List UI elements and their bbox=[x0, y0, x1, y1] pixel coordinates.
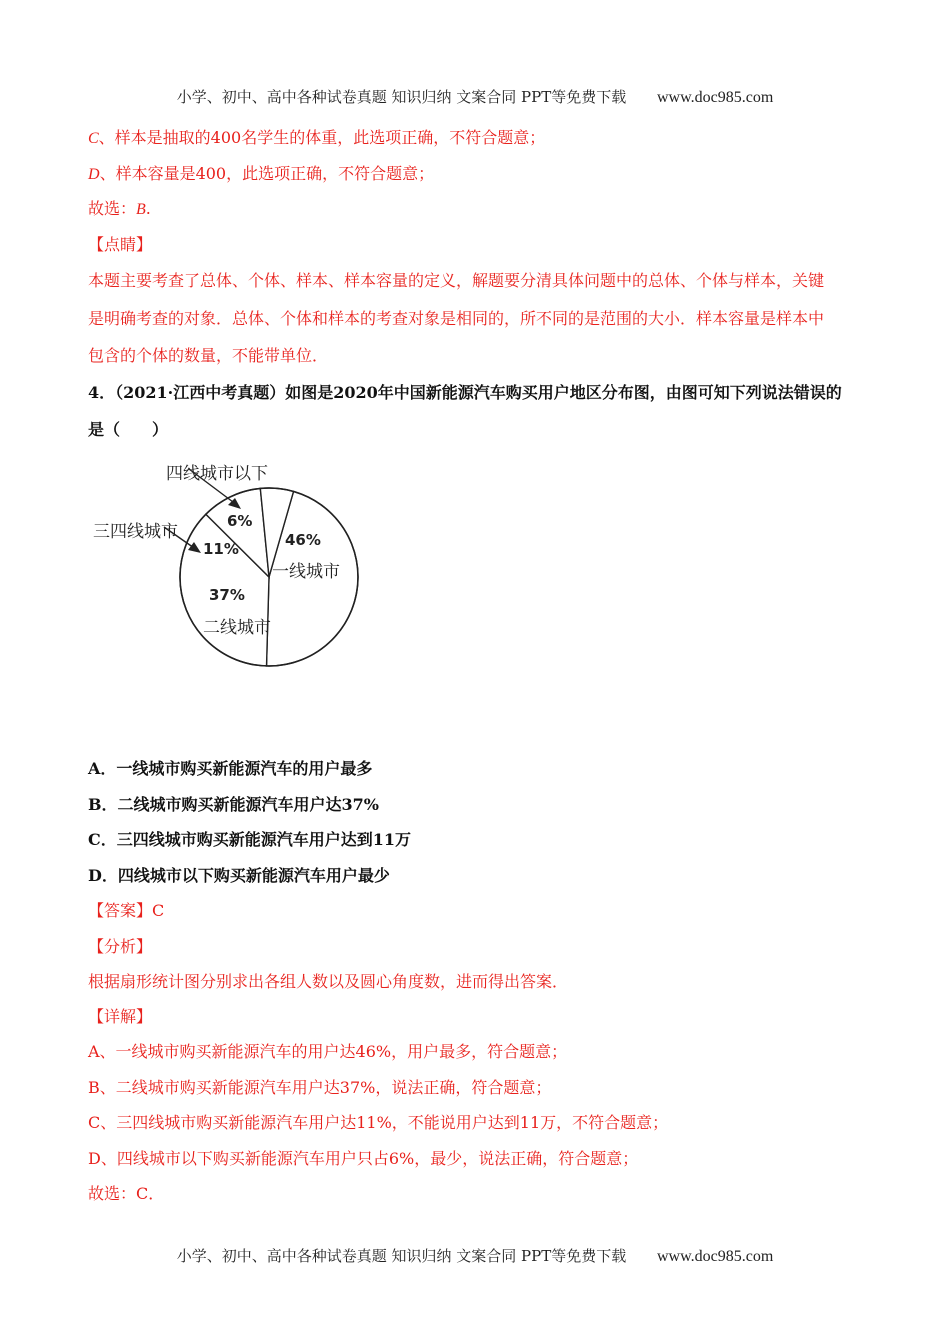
pie-chart-svg bbox=[86, 455, 376, 675]
value-fourth-tier: 6% bbox=[227, 512, 253, 530]
label-third-tier: 三四线城市 bbox=[93, 522, 178, 542]
page-footer bbox=[0, 1245, 950, 1266]
analysis-label: 【分析】 bbox=[88, 937, 153, 956]
value-second-tier: 37% bbox=[209, 586, 245, 604]
question-line-1: 4．（2021·江西中考真题）如图是2020年中国新能源汽车购买用户地区分布图，由图可知下列说法错误的 bbox=[88, 383, 842, 402]
answer-value: C bbox=[152, 901, 165, 920]
prev-d-text: 、样本容量是400，此选项正确，不符合题意； bbox=[99, 164, 435, 183]
prev-c-letter: C bbox=[88, 130, 99, 147]
detail-line-c: C、三四线城市购买新能源汽车用户达11%，不能说用户达到11万，不符合题意； bbox=[88, 1113, 669, 1132]
answer-line bbox=[88, 901, 164, 921]
answer-label: 【答案】 bbox=[88, 901, 153, 920]
detail-line-a: A、一线城市购买新能源汽车的用户达46%，用户最多，符合题意； bbox=[88, 1042, 568, 1061]
page-header bbox=[0, 86, 950, 107]
option-c: C．三四线城市购买新能源汽车用户达到11万 bbox=[88, 830, 412, 849]
header-text: 小学、初中、高中各种试卷真题 知识归纳 文案合同 PPT等免费下载 bbox=[176, 88, 627, 106]
label-first-tier: 一线城市 bbox=[272, 562, 340, 582]
prev-d-letter: D bbox=[88, 166, 100, 183]
prev-choice bbox=[88, 199, 151, 220]
prev-option-c bbox=[88, 128, 545, 149]
final-choice: 故选：C． bbox=[88, 1184, 165, 1203]
label-second-tier: 二线城市 bbox=[203, 618, 271, 638]
prev-choice-letter: B bbox=[136, 201, 146, 218]
prev-choice-prefix: 故选： bbox=[88, 199, 137, 218]
option-b: B．二线城市购买新能源汽车用户达37% bbox=[88, 795, 379, 814]
question-line-2: 是（ ） bbox=[88, 420, 169, 439]
option-d: D．四线城市以下购买新能源汽车用户最少 bbox=[88, 866, 390, 885]
value-first-tier: 46% bbox=[285, 531, 321, 549]
pie-chart bbox=[86, 455, 376, 675]
dianjing-line-2: 是明确考查的对象．总体、个体和样本的考查对象是相同的，所不同的是范围的大小．样本容量是样本中 bbox=[88, 309, 825, 328]
label-fourth-tier: 四线城市以下 bbox=[166, 464, 268, 484]
detail-line-d: D、四线城市以下购买新能源汽车用户只占6%，最少，说法正确，符合题意； bbox=[88, 1149, 639, 1168]
header-site[interactable]: www.doc985.com bbox=[657, 89, 774, 106]
prev-option-d bbox=[88, 164, 434, 185]
dianjing-label: 【点睛】 bbox=[88, 235, 153, 254]
footer-text: 小学、初中、高中各种试卷真题 知识归纳 文案合同 PPT等免费下载 bbox=[176, 1247, 627, 1265]
value-third-tier: 11% bbox=[203, 540, 239, 558]
analysis-text: 根据扇形统计图分别求出各组人数以及圆心角度数，进而得出答案． bbox=[88, 972, 569, 991]
prev-choice-suffix: . bbox=[145, 199, 151, 218]
dianjing-line-3: 包含的个体的数量，不能带单位． bbox=[88, 346, 329, 365]
prev-c-text: 、样本是抽取的400名学生的体重，此选项正确，不符合题意； bbox=[98, 128, 546, 147]
detail-label: 【详解】 bbox=[88, 1007, 153, 1026]
dianjing-line-1: 本题主要考查了总体、个体、样本、样本容量的定义，解题要分清具体问题中的总体、个体与样本，关键 bbox=[88, 271, 825, 290]
detail-line-b: B、二线城市购买新能源汽车用户达37%，说法正确，符合题意； bbox=[88, 1078, 552, 1097]
option-a: A．一线城市购买新能源汽车的用户最多 bbox=[88, 759, 373, 778]
footer-site[interactable]: www.doc985.com bbox=[657, 1248, 774, 1265]
